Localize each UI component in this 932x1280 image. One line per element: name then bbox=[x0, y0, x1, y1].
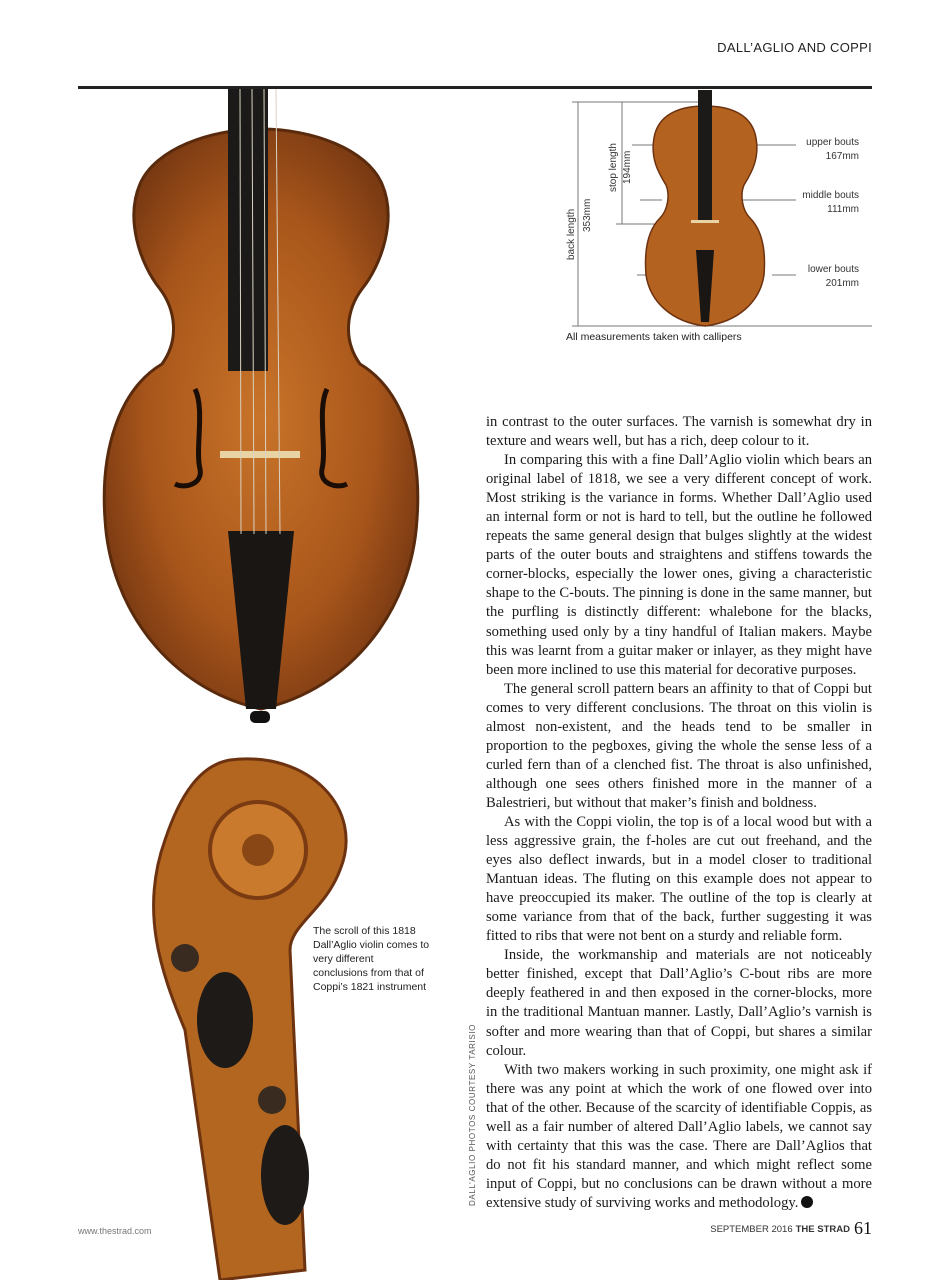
article-paragraph: As with the Coppi violin, the top is of a local wood but with a less aggressive grain, the f-holes are cut out freehand, and the eyes also deflect inwards, but in a model closer to traditional Mantuan ideas. The fluting on this example does not appear to have preoccupied its maker. The outline of the top is clearly at some variance from that of the back, further suggesting it was fitted to ribs that were not bent on a sturdy and reliable form. bbox=[486, 813, 872, 945]
peg-upper bbox=[197, 972, 253, 1068]
scroll-eye bbox=[242, 834, 274, 866]
upper-bouts-label: upper bouts bbox=[806, 137, 859, 148]
bridge bbox=[220, 451, 300, 458]
photo-credit: DALL’AGLIO PHOTOS COURTESY TARISIO bbox=[468, 1024, 477, 1206]
article-paragraph: The general scroll pattern bears an affinity to that of Coppi but comes to very different conclusions. The throat on this violin is almost non-existent, and the heads tend to be smaller in proportion to the pegboxes, giving the whole the sense less of a curled fern than of a clenched fist. The throat is also unfinished, although one sees others finished more in the manner of a Balestrieri, but without that maker’s finish and boldness. bbox=[486, 680, 872, 811]
middle-bouts-value: 111mm bbox=[827, 204, 859, 215]
article-paragraph: in contrast to the outer surfaces. The varnish is somewhat dry in texture and wears well, but has a rich, deep colour to it. bbox=[486, 414, 872, 450]
endpin bbox=[250, 711, 270, 723]
back-length-value: 353mm bbox=[582, 198, 593, 232]
upper-bouts-value: 167mm bbox=[825, 151, 859, 162]
running-head: DALL’AGLIO AND COPPI bbox=[717, 40, 872, 55]
measurement-diagram bbox=[560, 90, 875, 335]
footer-url: www.thestrad.com bbox=[78, 1226, 152, 1236]
back-length-label: back length bbox=[566, 208, 577, 260]
violin-scroll-photo bbox=[140, 750, 380, 1280]
scroll-caption: The scroll of this 1818 Dall’Aglio violin comes to very different conclusions from that of Coppi’s 1821 instrument bbox=[313, 925, 430, 993]
peg-collar-upper bbox=[171, 944, 199, 972]
footer-issue: SEPTEMBER 2016 bbox=[710, 1224, 793, 1235]
article-paragraph: In comparing this with a fine Dall’Aglio violin which bears an original label of 1818, we see a very different concept of work. Most striking is the variance in forms. Whether Dall’Aglio used an internal form or not is hard to tell, but the outline he followed repeats the same general design that bulges slightly at the widest parts of the outer bouts and straightens and stiffens towards the corner-blocks, especially the lower ones, giving a characteristic shape to the C-bouts. The pinning is done in the same manner, but the purfling is distinctly different: whalebone for the blacks, something used only by a tiny handful of Italian makers. Maybe this was learnt from a guitar maker or inlayer, as they might have been more inclined to use this material for decorative purposes. bbox=[486, 452, 872, 678]
middle-bouts-label: middle bouts bbox=[802, 190, 859, 201]
end-mark-icon bbox=[801, 1196, 813, 1208]
peg-lower bbox=[261, 1125, 309, 1225]
peg-collar-lower bbox=[258, 1086, 286, 1114]
article-paragraph-last bbox=[486, 1061, 872, 1213]
diagram-fingerboard bbox=[698, 90, 712, 220]
stop-length-label: stop length bbox=[608, 143, 619, 192]
article-paragraph: Inside, the workmanship and materials are not noticeably better finished, except that Dall’Aglio’s C-bout ribs are more deeply feathered in and then exposed in the corner-blocks, more in the traditional Mantuan manner. Lastly, Dall’Aglio’s varnish is softer and more wearing than that of Coppi, but shares a similar colour. bbox=[486, 947, 872, 1059]
stop-length-value: 194mm bbox=[622, 150, 633, 184]
article-body bbox=[486, 413, 872, 1213]
footer-magazine: THE STRAD bbox=[795, 1224, 850, 1235]
lower-bouts-value: 201mm bbox=[825, 278, 859, 289]
article-paragraph-text: With two makers working in such proximity, one might ask if there was any point at which the work of one flowed over into that of the other. Because of the scarcity of identifiable Coppis, as well as a fair number of altered Dall’Aglio labels, we cannot say with certainty that this was the case. There are Dall’Aglios that do not fit his standard manner, and which might reflect some input of Coppi, but no conclusions can be drawn without a more extensive study of surviving works and methodology. bbox=[486, 1061, 872, 1211]
page-number: 61 bbox=[854, 1218, 872, 1238]
footer-folio bbox=[710, 1218, 872, 1239]
lower-bouts-label: lower bouts bbox=[807, 264, 859, 275]
violin-body-photo bbox=[100, 89, 422, 725]
measurement-caption: All measurements taken with callipers bbox=[566, 331, 742, 343]
fingerboard bbox=[228, 89, 268, 371]
diagram-bridge bbox=[691, 220, 719, 223]
